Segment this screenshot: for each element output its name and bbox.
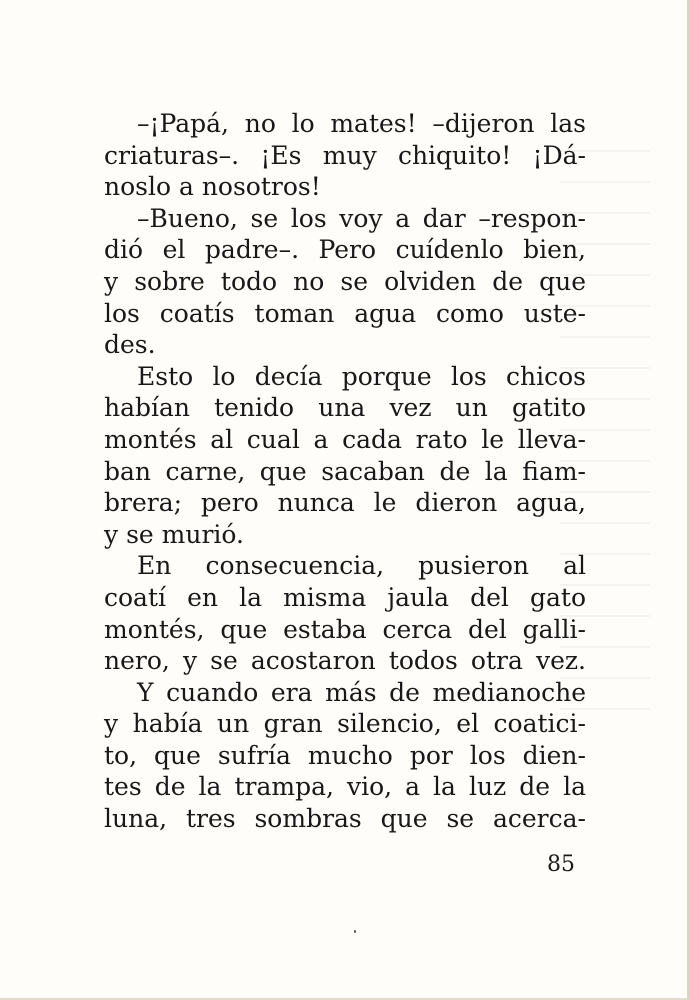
text-line: noslo a nosotros! [104,172,321,202]
paragraph-2 [104,203,586,361]
text-line: Esto lo decía porque los chicos [137,361,586,391]
text-line: des. [104,330,156,360]
text-line: montés al cual a cada rato le lleva- [104,424,586,454]
text-line: En consecuencia, pusieron al [137,551,586,581]
text-line: to, que sufría mucho por los dien- [104,740,586,770]
text-line: –¡Papá, no lo mates! –dijeron las [137,109,586,138]
paragraph-5 [104,677,586,835]
text-line: montés, que estaba cerca del galli- [104,614,586,644]
text-line: y sobre todo no se olviden de que [104,266,586,296]
text-line: y se murió. [104,519,244,549]
ink-speck [354,930,356,933]
body-text [104,108,586,835]
page-number: 85 [547,852,575,877]
text-line: tes de la trampa, vio, a la luz de la [104,772,586,802]
text-line: nero, y se acostaron todos otra vez. [104,646,586,676]
text-line: brera; pero nunca le dieron agua, [104,488,586,518]
text-line: Y cuando era más de medianoche [137,677,586,707]
paragraph-3 [104,361,586,551]
text-line: coatí en la misma jaula del gato [104,582,586,612]
text-line: ban carne, que sacaban de la fiam- [104,456,586,486]
text-line: habían tenido una vez un gatito [104,393,586,423]
text-line: y había un gran silencio, el coatici- [104,709,586,739]
text-line: los coatís toman agua como uste- [104,298,586,328]
text-line: –Bueno, se los voy a dar –respon- [137,203,586,233]
text-line: criaturas–. ¡Es muy chiquito! ¡Dá- [104,140,586,170]
paragraph-4 [104,550,586,676]
paragraph-1 [104,108,586,203]
text-line: luna, tres sombras que se acerca- [104,804,586,834]
text-line: dió el padre–. Pero cuídenlo bien, [104,235,586,265]
